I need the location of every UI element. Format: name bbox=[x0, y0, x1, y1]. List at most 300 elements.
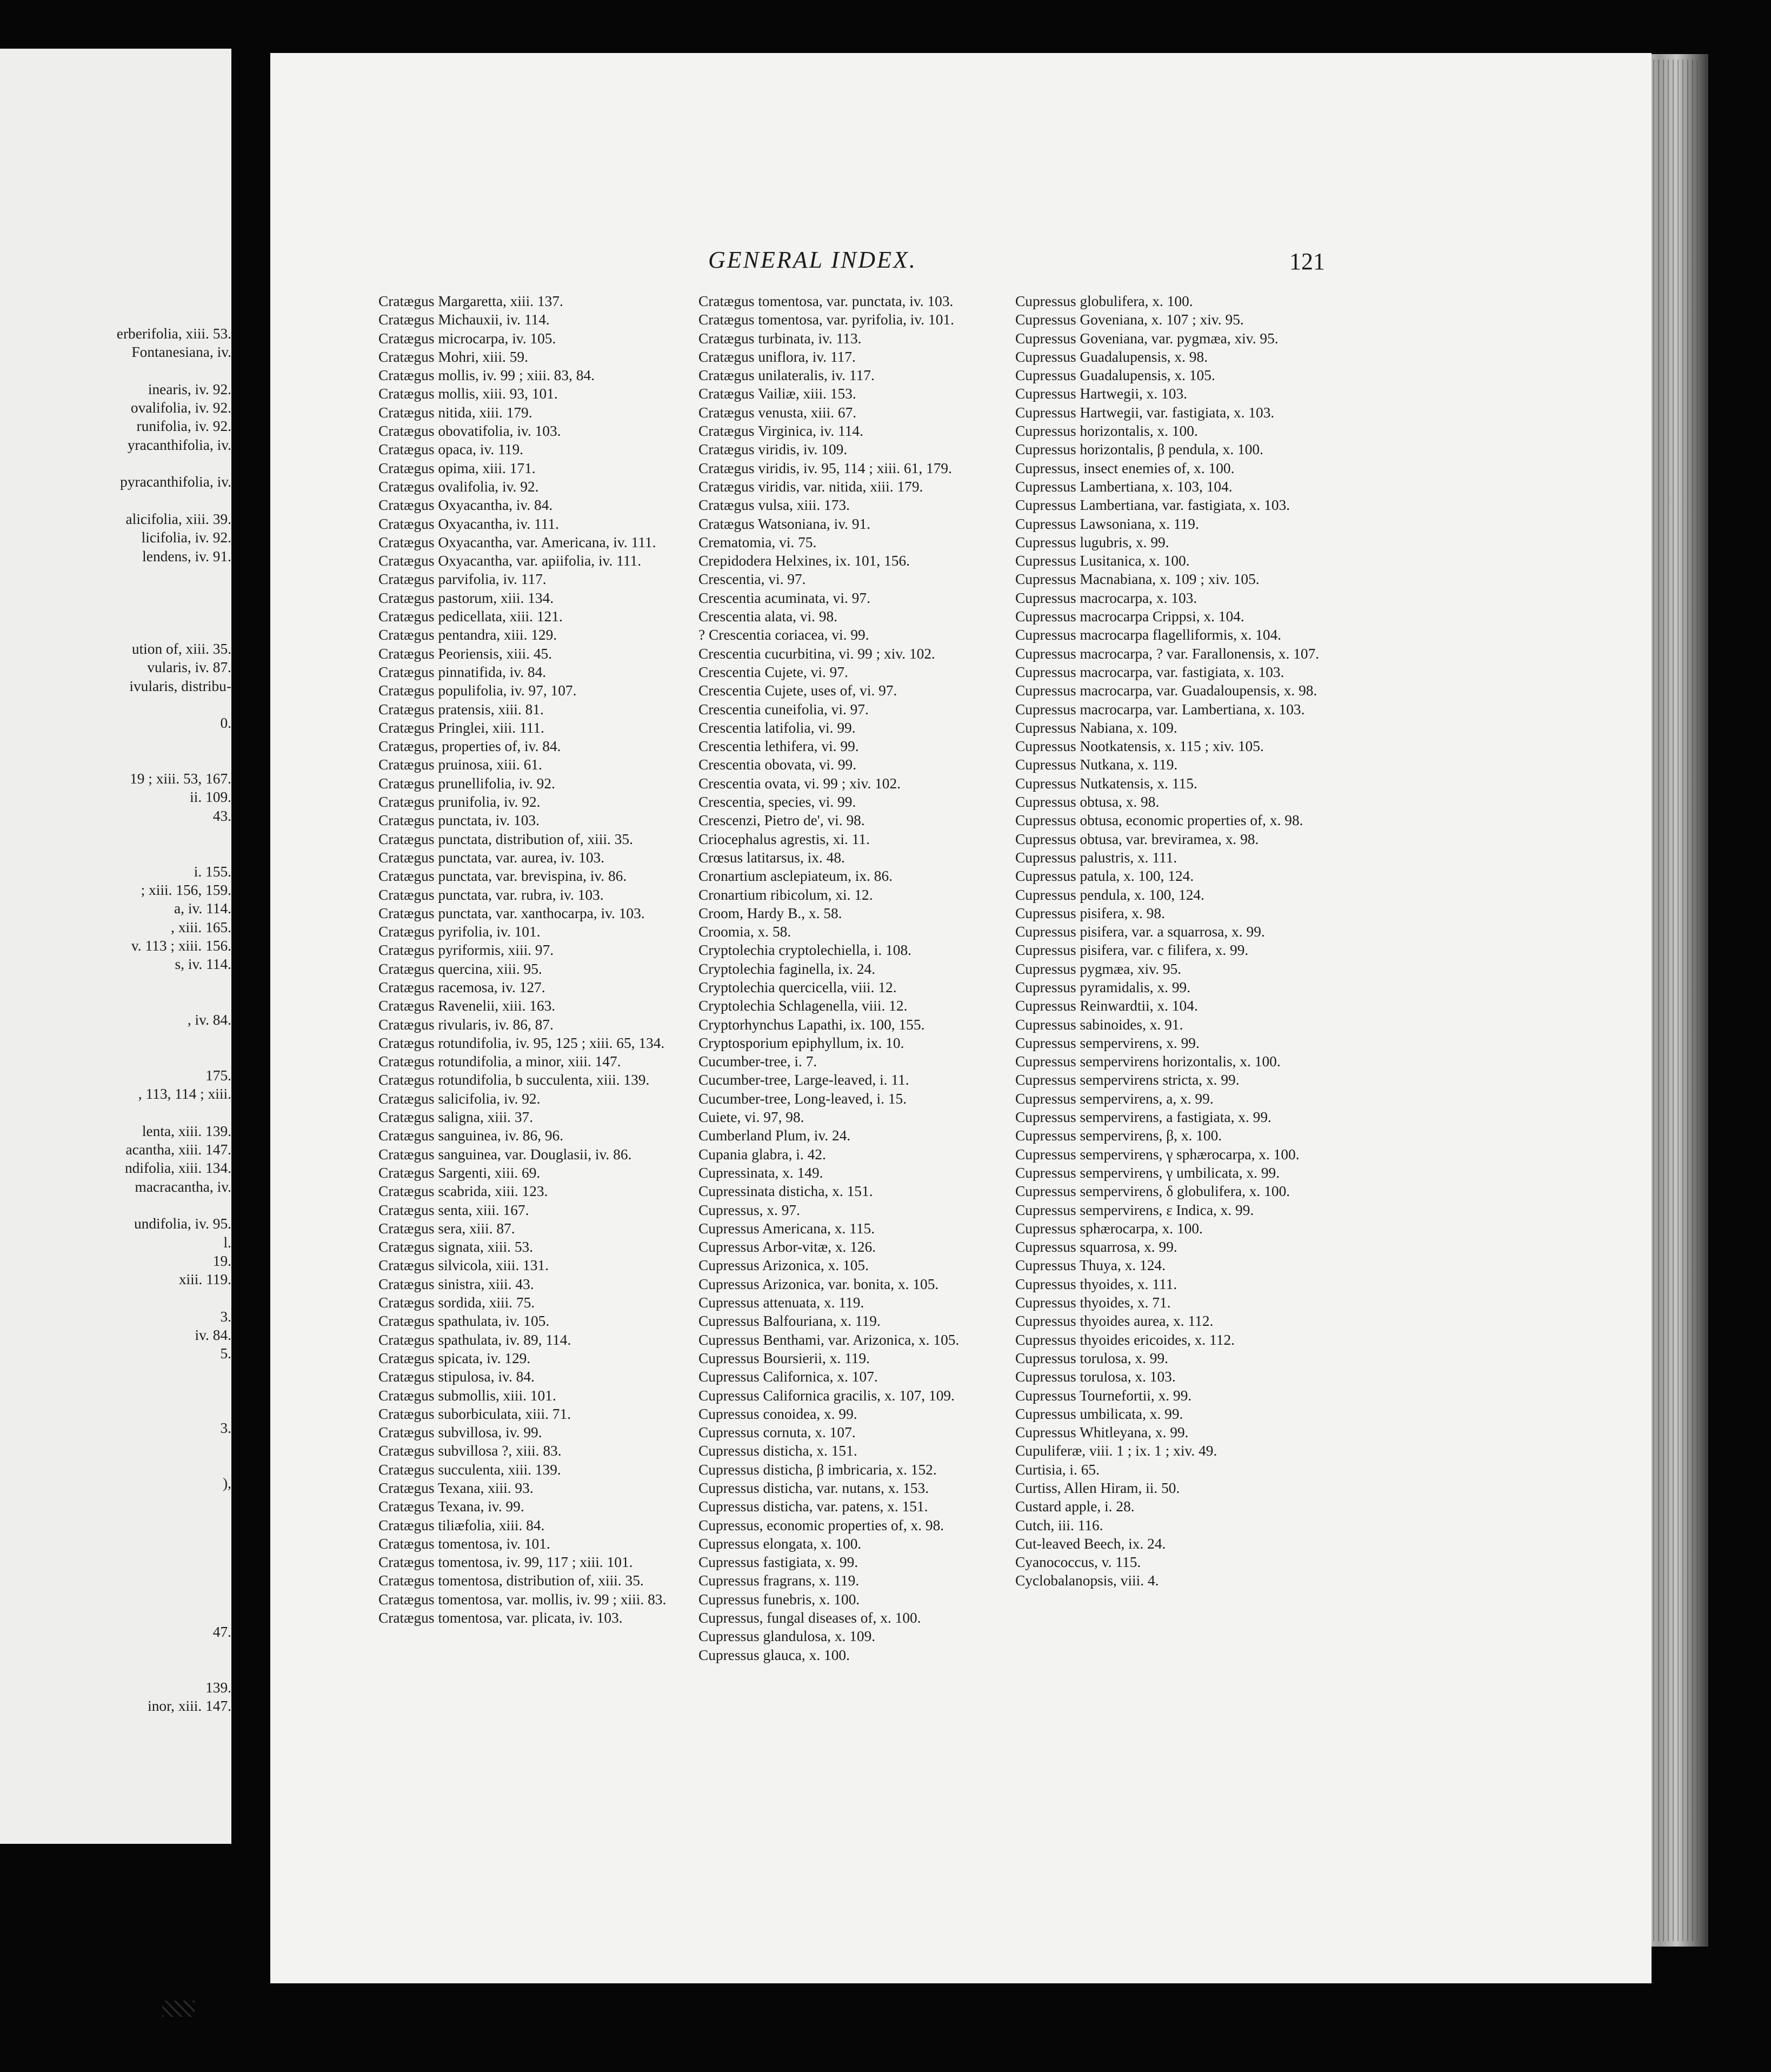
index-entry: Cupressus Guadalupensis, x. 98. bbox=[1015, 348, 1208, 365]
index-entry: Custard apple, i. 28. bbox=[1015, 1498, 1135, 1515]
index-entry: Cratægus sanguinea, iv. 86, 96. bbox=[378, 1127, 564, 1144]
index-entry: Cupressus Californica gracilis, x. 107, 109. bbox=[698, 1387, 955, 1404]
index-entry: Cratægus subvillosa ?, xiii. 83. bbox=[378, 1443, 562, 1459]
index-entry: Cratægus Mohri, xiii. 59. bbox=[378, 348, 528, 365]
index-entry: Cratægus opaca, iv. 119. bbox=[378, 441, 524, 458]
index-entry: Cratægus tomentosa, iv. 101. bbox=[378, 1535, 550, 1552]
index-entry: Cupressus, economic properties of, x. 98. bbox=[698, 1517, 944, 1533]
index-entry: Cupressus Reinwardtii, x. 104. bbox=[1015, 998, 1198, 1014]
index-entry: Cratægus prunellifolia, iv. 92. bbox=[378, 775, 555, 792]
index-entry: Cupressus Lambertiana, x. 103, 104. bbox=[1015, 478, 1233, 495]
index-entry: Cryptosporium epiphyllum, ix. 10. bbox=[698, 1034, 904, 1051]
index-entry: Cupressus thyoides ericoides, x. 112. bbox=[1015, 1331, 1235, 1348]
index-entry: Crematomia, vi. 75. bbox=[698, 534, 817, 550]
facing-page-entry bbox=[0, 1363, 231, 1382]
index-entry: Cratægus signata, xiii. 53. bbox=[378, 1239, 534, 1256]
index-entry: Cupressus Arizonica, x. 105. bbox=[698, 1257, 869, 1274]
facing-page-entry: ndifolia, xiii. 134. bbox=[124, 1160, 231, 1177]
index-entry: Cupressus sempervirens, ε Indica, x. 99. bbox=[1015, 1201, 1254, 1218]
index-entry: Cupressinata disticha, x. 151. bbox=[698, 1183, 873, 1200]
index-entry: Cratægus opima, xiii. 171. bbox=[378, 460, 536, 476]
index-entry: Cupressus thyoides aurea, x. 112. bbox=[1015, 1313, 1214, 1330]
index-entry: Cryptolechia faginella, ix. 24. bbox=[698, 960, 876, 977]
index-column-3 bbox=[1015, 292, 1340, 1590]
facing-page-entry bbox=[0, 1382, 231, 1400]
facing-page-entry: inearis, iv. 92. bbox=[148, 381, 231, 397]
facing-page-entry bbox=[0, 1029, 231, 1047]
facing-page-entry: lenta, xiii. 139. bbox=[142, 1123, 231, 1139]
index-entry: Cupressus macrocarpa Crippsi, x. 104. bbox=[1015, 608, 1244, 625]
index-entry: Cupressus Thuya, x. 124. bbox=[1015, 1257, 1166, 1274]
index-entry: Cratægus Ravenelii, xiii. 163. bbox=[378, 998, 556, 1014]
facing-page-entry: erberifolia, xiii. 53. bbox=[116, 326, 231, 342]
page-edges bbox=[1643, 59, 1697, 1941]
index-entry: Cupressus torulosa, x. 103. bbox=[1015, 1369, 1176, 1385]
index-entry: Cratægus Texana, xiii. 93. bbox=[378, 1480, 534, 1496]
index-entry: Cupressus umbilicata, x. 99. bbox=[1015, 1405, 1183, 1422]
facing-page-entry: 139. bbox=[205, 1679, 231, 1696]
facing-page-entry: ivularis, distribu- bbox=[129, 678, 231, 694]
facing-page-entry bbox=[0, 602, 231, 621]
index-entry: Cratægus punctata, var. xanthocarpa, iv. 103. bbox=[378, 905, 645, 921]
index-entry: Cratægus punctata, distribution of, xiii. 35. bbox=[378, 831, 633, 847]
facing-page-entry bbox=[0, 992, 231, 1011]
facing-page-entry bbox=[0, 1585, 231, 1604]
film-scratch-marks bbox=[162, 2001, 195, 2017]
index-entry: Cratægus mollis, iv. 99 ; xiii. 83, 84. bbox=[378, 367, 595, 384]
index-entry: Cratægus microcarpa, iv. 105. bbox=[378, 330, 556, 347]
index-entry: Cryptolechia cryptolechiella, i. 108. bbox=[698, 942, 911, 959]
facing-page-entry bbox=[0, 1196, 231, 1214]
facing-page-entry: 3. bbox=[220, 1419, 231, 1436]
index-entry: Cupressus thyoides, x. 71. bbox=[1015, 1294, 1171, 1311]
index-entry: Cratægus populifolia, iv. 97, 107. bbox=[378, 682, 577, 699]
facing-page-entry: 47. bbox=[212, 1623, 231, 1640]
index-entry: Croomia, x. 58. bbox=[698, 924, 791, 940]
facing-page-entry: v. 113 ; xiii. 156. bbox=[131, 937, 231, 954]
index-entry: Cratægus rotundifolia, iv. 95, 125 ; xiii. 65, 134. bbox=[378, 1034, 665, 1051]
facing-page-entry: ; xiii. 156, 159. bbox=[141, 881, 231, 898]
index-entry: Cratægus pyrifolia, iv. 101. bbox=[378, 924, 541, 940]
facing-page-entry bbox=[0, 825, 231, 844]
facing-page-entry: ovalifolia, iv. 92. bbox=[130, 400, 231, 416]
index-entry: Cupressus Nabiana, x. 109. bbox=[1015, 719, 1177, 736]
index-entry: Cratægus punctata, var. aurea, iv. 103. bbox=[378, 849, 605, 866]
facing-page-entry bbox=[0, 1493, 231, 1511]
index-entry: Crescentia ovata, vi. 99 ; xiv. 102. bbox=[698, 775, 901, 792]
facing-page-entry: runifolia, iv. 92. bbox=[136, 418, 231, 435]
index-entry: Criocephalus agrestis, xi. 11. bbox=[698, 831, 870, 847]
index-entry: Cratægus viridis, iv. 95, 114 ; xiii. 61, 179. bbox=[698, 460, 952, 476]
index-entry: Cupressus sempervirens horizontalis, x. 100. bbox=[1015, 1053, 1281, 1070]
index-entry: Cupressus sempervirens stricta, x. 99. bbox=[1015, 1072, 1240, 1088]
index-entry: Cupressus sempervirens, δ globulifera, x. 100. bbox=[1015, 1183, 1290, 1200]
index-entry: Cupressus, x. 97. bbox=[698, 1201, 800, 1218]
index-entry: Cupressus Lawsoniana, x. 119. bbox=[1015, 515, 1199, 532]
index-entry: Cratægus silvicola, xiii. 131. bbox=[378, 1257, 549, 1274]
index-entry: Cut-leaved Beech, ix. 24. bbox=[1015, 1535, 1166, 1552]
index-entry: Cratægus uniflora, iv. 117. bbox=[698, 348, 856, 365]
index-entry: Cupressus Hartwegii, x. 103. bbox=[1015, 386, 1188, 402]
facing-page-entry bbox=[0, 1549, 231, 1567]
index-entry: Crescentia obovata, vi. 99. bbox=[698, 756, 857, 773]
index-entry: Cupressus Nutkatensis, x. 115. bbox=[1015, 775, 1197, 792]
facing-page-entry bbox=[0, 1567, 231, 1585]
index-entry: Cupressus obtusa, var. breviramea, x. 98. bbox=[1015, 831, 1259, 847]
index-entry: Cupressus macrocarpa, x. 103. bbox=[1015, 589, 1197, 606]
index-entry: Cupressus conoidea, x. 99. bbox=[698, 1405, 857, 1422]
facing-page-entry bbox=[0, 454, 231, 473]
index-entry: Cratægus Sargenti, xiii. 69. bbox=[378, 1164, 541, 1181]
index-entry: Cratægus unilateralis, iv. 117. bbox=[698, 367, 875, 384]
index-entry: Cratægus saligna, xiii. 37. bbox=[378, 1109, 534, 1126]
index-entry: Cratægus sordida, xiii. 75. bbox=[378, 1294, 535, 1311]
index-entry: Cratægus nitida, xiii. 179. bbox=[378, 404, 532, 421]
index-entry: Cratægus pedicellata, xiii. 121. bbox=[378, 608, 563, 625]
index-entry: Cupressus globulifera, x. 100. bbox=[1015, 293, 1193, 309]
index-entry: Cratægus punctata, var. rubra, iv. 103. bbox=[378, 886, 604, 903]
running-head: GENERAL INDEX. bbox=[708, 247, 917, 273]
index-entry: Cratægus turbinata, iv. 113. bbox=[698, 330, 862, 347]
facing-page-entry bbox=[0, 1289, 231, 1307]
index-entry: Crescentia latifolia, vi. 99. bbox=[698, 719, 856, 736]
index-entry: Cutch, iii. 116. bbox=[1015, 1517, 1103, 1533]
facing-page-entry: acantha, xiii. 147. bbox=[125, 1141, 231, 1158]
index-entry: Cupressus cornuta, x. 107. bbox=[698, 1424, 856, 1441]
index-entry: ? Crescentia coriacea, vi. 99. bbox=[698, 627, 869, 643]
index-entry: Cupressus torulosa, x. 99. bbox=[1015, 1350, 1169, 1366]
index-entry: Cupressus Tournefortii, x. 99. bbox=[1015, 1387, 1192, 1404]
facing-page-entry bbox=[0, 584, 231, 602]
facing-page-entry: 43. bbox=[212, 807, 231, 824]
index-entry: Cupressus attenuata, x. 119. bbox=[698, 1294, 864, 1311]
facing-page-entry: , xiii. 165. bbox=[171, 919, 231, 935]
facing-page-entry: , iv. 84. bbox=[187, 1011, 231, 1028]
facing-page-entry: i. 155. bbox=[194, 863, 231, 880]
index-entry: Cupressus Arbor-vitæ, x. 126. bbox=[698, 1239, 876, 1256]
facing-page-entry: 175. bbox=[205, 1067, 231, 1084]
index-entry: Cronartium asclepiateum, ix. 86. bbox=[698, 868, 893, 885]
index-entry: Cupressinata, x. 149. bbox=[698, 1164, 823, 1181]
index-entry: Cratægus rotundifolia, b succulenta, xiii. 139. bbox=[378, 1072, 650, 1088]
index-entry: Cratægus Texana, iv. 99. bbox=[378, 1498, 524, 1515]
index-entry: Cupressus pisifera, x. 98. bbox=[1015, 905, 1165, 921]
index-entry: Cratægus tomentosa, var. plicata, iv. 103. bbox=[378, 1610, 623, 1626]
index-entry: Cratægus rivularis, iv. 86, 87. bbox=[378, 1016, 554, 1033]
index-entry: Cratægus salicifolia, iv. 92. bbox=[378, 1090, 541, 1107]
index-entry: Crescentia, vi. 97. bbox=[698, 571, 806, 588]
index-entry: Cupressus Boursierii, x. 119. bbox=[698, 1350, 870, 1366]
index-entry: Croom, Hardy B., x. 58. bbox=[698, 905, 842, 921]
index-entry: Cronartium ribicolum, xi. 12. bbox=[698, 886, 873, 903]
facing-page-entry bbox=[0, 1530, 231, 1548]
index-column-1 bbox=[378, 292, 703, 1627]
facing-page-index-column bbox=[0, 324, 231, 1715]
index-entry: Cupressus Hartwegii, var. fastigiata, x. 103. bbox=[1015, 404, 1275, 421]
index-entry: Cratægus stipulosa, iv. 84. bbox=[378, 1369, 535, 1385]
index-entry: Crescentia cucurbitina, vi. 99 ; xiv. 102. bbox=[698, 645, 935, 662]
index-entry: Cratægus Michauxii, iv. 114. bbox=[378, 311, 550, 328]
index-entry: Crescentia alata, vi. 98. bbox=[698, 608, 838, 625]
index-entry: Cupressus fragrans, x. 119. bbox=[698, 1572, 860, 1589]
facing-page-entry: , 113, 114 ; xiii. bbox=[138, 1086, 231, 1103]
index-entry: Cupressus macrocarpa, var. fastigiata, x. 103. bbox=[1015, 663, 1284, 680]
index-entry: Cratægus racemosa, iv. 127. bbox=[378, 979, 545, 995]
index-entry: Cratægus tomentosa, var. pyrifolia, iv. 101. bbox=[698, 311, 954, 328]
index-entry: Cratægus tomentosa, distribution of, xiii. 35. bbox=[378, 1572, 644, 1589]
index-entry: Cratægus Vailiæ, xiii. 153. bbox=[698, 386, 856, 402]
index-entry: Cratægus Virginica, iv. 114. bbox=[698, 423, 863, 440]
index-entry: Cupressus sempervirens, β, x. 100. bbox=[1015, 1127, 1222, 1144]
index-entry: Cratægus subvillosa, iv. 99. bbox=[378, 1424, 542, 1441]
index-entry: Cupressus lugubris, x. 99. bbox=[1015, 534, 1169, 550]
facing-page-entry: ii. 109. bbox=[190, 789, 231, 806]
facing-page-entry: s, iv. 114. bbox=[175, 956, 231, 973]
index-entry: Cratægus tomentosa, var. mollis, iv. 99 ; xiii. 83. bbox=[378, 1591, 667, 1608]
index-entry: Cratægus pruinosa, xiii. 61. bbox=[378, 756, 542, 773]
index-entry: Cupressus Whitleyana, x. 99. bbox=[1015, 1424, 1189, 1441]
index-entry: Cupressus Americana, x. 115. bbox=[698, 1220, 875, 1237]
index-entry: Cratægus spicata, iv. 129. bbox=[378, 1350, 531, 1366]
index-entry: Cratægus obovatifolia, iv. 103. bbox=[378, 423, 561, 440]
index-entry: Crœsus latitarsus, ix. 48. bbox=[698, 849, 845, 866]
facing-page-entry bbox=[0, 1103, 231, 1121]
index-entry: Cucumber-tree, Large-leaved, i. 11. bbox=[698, 1072, 909, 1088]
index-entry: Crepidodera Helxines, ix. 101, 156. bbox=[698, 553, 910, 569]
facing-page-entry: undifolia, iv. 95. bbox=[134, 1216, 231, 1232]
index-entry: Cupressus macrocarpa flagelliformis, x. 104. bbox=[1015, 627, 1282, 643]
facing-page-entry: iv. 84. bbox=[195, 1327, 231, 1344]
index-entry: Cratægus rotundifolia, a minor, xiii. 147. bbox=[378, 1053, 621, 1070]
index-entry: Cratægus prunifolia, iv. 92. bbox=[378, 794, 541, 811]
index-entry: Cucumber-tree, Long-leaved, i. 15. bbox=[698, 1090, 907, 1107]
index-entry: Cratægus quercina, xiii. 95. bbox=[378, 960, 542, 977]
index-entry: Cratægus viridis, iv. 109. bbox=[698, 441, 848, 458]
facing-page-entry bbox=[0, 492, 231, 510]
index-entry: Cratægus sera, xiii. 87. bbox=[378, 1220, 515, 1237]
facing-page-entry bbox=[0, 1604, 231, 1622]
facing-page-entry: licifolia, iv. 92. bbox=[141, 529, 231, 546]
index-entry: Cyclobalanopsis, viii. 4. bbox=[1015, 1572, 1159, 1589]
index-entry: Cupressus elongata, x. 100. bbox=[698, 1535, 862, 1552]
index-entry: Cupressus pyramidalis, x. 99. bbox=[1015, 979, 1191, 995]
index-entry: Cratægus suborbiculata, xiii. 71. bbox=[378, 1405, 571, 1422]
index-entry: Cupressus macrocarpa, ? var. Farallonensis, x. 107. bbox=[1015, 645, 1320, 662]
facing-page-entry: 19 ; xiii. 53, 167. bbox=[130, 771, 231, 787]
index-entry: Crescentia Cujete, vi. 97. bbox=[698, 663, 848, 680]
facing-page-entry: yracanthifolia, iv. bbox=[127, 436, 231, 453]
index-entry: Cratægus punctata, iv. 103. bbox=[378, 812, 540, 829]
index-entry: Crescentia acuminata, vi. 97. bbox=[698, 589, 870, 606]
index-entry: Cupressus fastigiata, x. 99. bbox=[698, 1554, 858, 1571]
index-entry: Cupressus disticha, β imbricaria, x. 152. bbox=[698, 1461, 937, 1478]
facing-page-entry bbox=[0, 1511, 231, 1530]
index-entry: Cupressus sempervirens, x. 99. bbox=[1015, 1034, 1200, 1051]
index-entry: Cupressus thyoides, x. 111. bbox=[1015, 1276, 1177, 1292]
index-entry: Cumberland Plum, iv. 24. bbox=[698, 1127, 851, 1144]
index-entry: Cupania glabra, i. 42. bbox=[698, 1146, 826, 1163]
index-entry: Cupuliferæ, viii. 1 ; ix. 1 ; xiv. 49. bbox=[1015, 1443, 1217, 1459]
index-entry: Cratægus succulenta, xiii. 139. bbox=[378, 1461, 561, 1478]
facing-page-entry: lendens, iv. 91. bbox=[142, 548, 231, 565]
facing-page-entry bbox=[0, 1641, 231, 1659]
index-entry: Cratægus Margaretta, xiii. 137. bbox=[378, 293, 563, 309]
index-entry: Cupressus squarrosa, x. 99. bbox=[1015, 1239, 1177, 1256]
index-entry: Cratægus pastorum, xiii. 134. bbox=[378, 589, 554, 606]
facing-page-entry bbox=[0, 1456, 231, 1474]
index-entry: Cratægus pyriformis, xiii. 97. bbox=[378, 942, 554, 959]
facing-page-entry: ), bbox=[223, 1475, 231, 1492]
facing-page-entry: pyracanthifolia, iv. bbox=[120, 474, 231, 490]
index-entry: Cratægus scabrida, xiii. 123. bbox=[378, 1183, 548, 1200]
index-entry: Cratægus viridis, var. nitida, xiii. 179. bbox=[698, 478, 923, 495]
index-entry: Cratægus sinistra, xiii. 43. bbox=[378, 1276, 534, 1292]
facing-page-entry: 5. bbox=[220, 1345, 231, 1362]
index-entry: Cratægus Pringlei, xiii. 111. bbox=[378, 719, 544, 736]
index-entry: Cryptolechia quercicella, viii. 12. bbox=[698, 979, 897, 995]
facing-page-entry: l. bbox=[223, 1234, 231, 1251]
index-entry: Cupressus Guadalupensis, x. 105. bbox=[1015, 367, 1215, 384]
facing-page-fragment bbox=[0, 49, 231, 1844]
index-entry: Cratægus Oxyacantha, iv. 111. bbox=[378, 515, 559, 532]
index-entry: Cupressus, insect enemies of, x. 100. bbox=[1015, 460, 1235, 476]
index-entry: Cratægus tomentosa, iv. 99, 117 ; xiii. 101. bbox=[378, 1554, 633, 1571]
index-entry: Cratægus submollis, xiii. 101. bbox=[378, 1387, 556, 1404]
facing-page-entry bbox=[0, 566, 231, 584]
facing-page-entry bbox=[0, 973, 231, 992]
index-entry: Cyanococcus, v. 115. bbox=[1015, 1554, 1141, 1571]
index-entry: Cratægus pinnatifida, iv. 84. bbox=[378, 663, 547, 680]
index-entry: Cratægus mollis, xiii. 93, 101. bbox=[378, 386, 558, 402]
facing-page-entry bbox=[0, 695, 231, 714]
index-entry: Cupressus sempervirens, a, x. 99. bbox=[1015, 1090, 1214, 1107]
index-entry: Cupressus Lambertiana, var. fastigiata, x. 103. bbox=[1015, 497, 1290, 514]
facing-page-entry: ution of, xiii. 35. bbox=[131, 641, 231, 658]
index-entry: Cratægus Oxyacantha, var. Americana, iv. 111. bbox=[378, 534, 656, 550]
index-entry: Cupressus Nutkana, x. 119. bbox=[1015, 756, 1178, 773]
facing-page-entry: vularis, iv. 87. bbox=[147, 659, 231, 676]
facing-page-entry: a, iv. 114. bbox=[174, 900, 231, 917]
index-entry: Cratægus pentandra, xiii. 129. bbox=[378, 627, 557, 643]
index-entry: Cucumber-tree, i. 7. bbox=[698, 1053, 817, 1070]
index-entry: Cupressus Californica, x. 107. bbox=[698, 1369, 878, 1385]
index-entry: Cratægus tomentosa, var. punctata, iv. 103. bbox=[698, 293, 954, 309]
index-entry: Cupressus pisifera, var. a squarrosa, x. 99. bbox=[1015, 924, 1265, 940]
index-entry: Cratægus ovalifolia, iv. 92. bbox=[378, 478, 539, 495]
index-column-2 bbox=[698, 292, 1023, 1664]
index-entry: Cratægus Peoriensis, xiii. 45. bbox=[378, 645, 552, 662]
index-entry: Cupressus Goveniana, x. 107 ; xiv. 95. bbox=[1015, 311, 1244, 328]
index-entry: Cratægus senta, xiii. 167. bbox=[378, 1201, 529, 1218]
index-entry: Cupressus Goveniana, var. pygmæa, xiv. 95. bbox=[1015, 330, 1279, 347]
index-entry: Cupressus macrocarpa, var. Lambertiana, x. 103. bbox=[1015, 701, 1305, 718]
index-entry: Cupressus sempervirens, γ sphærocarpa, x. 100. bbox=[1015, 1146, 1300, 1163]
index-entry: Cupressus, fungal diseases of, x. 100. bbox=[698, 1610, 921, 1626]
index-entry: Cupressus sabinoides, x. 91. bbox=[1015, 1016, 1183, 1033]
index-entry: Cupressus Lusitanica, x. 100. bbox=[1015, 553, 1190, 569]
index-entry: Cupressus glauca, x. 100. bbox=[698, 1646, 850, 1663]
index-entry: Cupressus obtusa, economic properties of, x. 98. bbox=[1015, 812, 1303, 829]
index-entry: Cupressus horizontalis, x. 100. bbox=[1015, 423, 1198, 440]
index-entry: Cratægus Oxyacantha, var. apiifolia, iv. 111. bbox=[378, 553, 642, 569]
index-entry: Cratægus Watsoniana, iv. 91. bbox=[698, 515, 871, 532]
index-entry: Cratægus vulsa, xiii. 173. bbox=[698, 497, 850, 514]
index-entry: Cupressus disticha, var. patens, x. 151. bbox=[698, 1498, 928, 1515]
index-entry: Cupressus glandulosa, x. 109. bbox=[698, 1628, 876, 1645]
index-entry: Cupressus disticha, x. 151. bbox=[698, 1443, 857, 1459]
index-entry: Cratægus punctata, var. brevispina, iv. 86. bbox=[378, 868, 627, 885]
facing-page-entry: 3. bbox=[220, 1308, 231, 1325]
index-entry: Cupressus Benthami, var. Arizonica, x. 105. bbox=[698, 1331, 960, 1348]
index-entry: Cupressus sphærocarpa, x. 100. bbox=[1015, 1220, 1203, 1237]
index-entry: Cratægus venusta, xiii. 67. bbox=[698, 404, 857, 421]
index-entry: Cratægus spathulata, iv. 89, 114. bbox=[378, 1331, 571, 1348]
index-entry: Cratægus tiliæfolia, xiii. 84. bbox=[378, 1517, 545, 1533]
facing-page-entry: 19. bbox=[212, 1252, 231, 1269]
facing-page-entry: inor, xiii. 147. bbox=[148, 1697, 231, 1714]
index-entry: Cupressus obtusa, x. 98. bbox=[1015, 794, 1160, 811]
index-entry: Cratægus pratensis, xiii. 81. bbox=[378, 701, 544, 718]
index-entry: Crescentia Cujete, uses of, vi. 97. bbox=[698, 682, 897, 699]
facing-page-entry bbox=[0, 1659, 231, 1678]
index-entry: Crescentia, species, vi. 99. bbox=[698, 794, 856, 811]
index-entry: Crescenzi, Pietro de', vi. 98. bbox=[698, 812, 865, 829]
facing-page-entry: macracantha, iv. bbox=[135, 1178, 231, 1195]
index-entry: Cupressus macrocarpa, var. Guadaloupensis, x. 98. bbox=[1015, 682, 1317, 699]
index-entry: Cupressus funebris, x. 100. bbox=[698, 1591, 860, 1608]
facing-page-entry bbox=[0, 1048, 231, 1066]
index-entry: Cupressus Arizonica, var. bonita, x. 105. bbox=[698, 1276, 939, 1292]
index-entry: Cratægus spathulata, iv. 105. bbox=[378, 1313, 550, 1330]
index-entry: Curtiss, Allen Hiram, ii. 50. bbox=[1015, 1480, 1180, 1496]
index-entry: Cupressus pendula, x. 100, 124. bbox=[1015, 886, 1204, 903]
facing-page-entry: Fontanesiana, iv. bbox=[131, 344, 231, 361]
index-entry: Cupressus disticha, var. nutans, x. 153. bbox=[698, 1480, 929, 1496]
index-entry: Cupressus horizontalis, β pendula, x. 100. bbox=[1015, 441, 1263, 458]
index-entry: Crescentia lethifera, vi. 99. bbox=[698, 738, 859, 755]
facing-page-entry bbox=[0, 1400, 231, 1418]
index-entry: Cupressus patula, x. 100, 124. bbox=[1015, 868, 1194, 885]
facing-page-entry bbox=[0, 1437, 231, 1456]
facing-page-entry bbox=[0, 733, 231, 751]
index-entry: Cratægus, properties of, iv. 84. bbox=[378, 738, 561, 755]
index-entry: Cupressus sempervirens, a fastigiata, x. 99. bbox=[1015, 1109, 1271, 1126]
facing-page-entry: alicifolia, xiii. 39. bbox=[125, 510, 231, 527]
index-entry: Cupressus Balfouriana, x. 119. bbox=[698, 1313, 881, 1330]
index-entry: Cupressus Nootkatensis, x. 115 ; xiv. 105. bbox=[1015, 738, 1264, 755]
index-entry: Cupressus pisifera, var. c filifera, x. 99. bbox=[1015, 942, 1249, 959]
index-entry: Cupressus pygmæa, xiv. 95. bbox=[1015, 960, 1182, 977]
facing-page-entry bbox=[0, 362, 231, 380]
index-entry: Cratægus sanguinea, var. Douglasii, iv. 86. bbox=[378, 1146, 632, 1163]
index-entry: Cratægus Oxyacantha, iv. 84. bbox=[378, 497, 553, 514]
facing-page-entry bbox=[0, 621, 231, 640]
index-entry: Cupressus Macnabiana, x. 109 ; xiv. 105. bbox=[1015, 571, 1260, 588]
index-entry: Cupressus sempervirens, γ umbilicata, x. 99. bbox=[1015, 1164, 1280, 1181]
facing-page-entry: 0. bbox=[220, 715, 231, 732]
facing-page-entry bbox=[0, 844, 231, 862]
page-number: 121 bbox=[1289, 248, 1325, 275]
index-entry: Cryptolechia Schlagenella, viii. 12. bbox=[698, 998, 908, 1014]
index-entry: Cuiete, vi. 97, 98. bbox=[698, 1109, 804, 1126]
index-entry: Cratægus parvifolia, iv. 117. bbox=[378, 571, 547, 588]
index-entry: Cryptorhynchus Lapathi, ix. 100, 155. bbox=[698, 1016, 925, 1033]
facing-page-entry bbox=[0, 751, 231, 769]
index-entry: Crescentia cuneifolia, vi. 97. bbox=[698, 701, 869, 718]
index-entry: Curtisia, i. 65. bbox=[1015, 1461, 1100, 1478]
facing-page-entry: xiii. 119. bbox=[178, 1271, 231, 1288]
index-entry: Cupressus palustris, x. 111. bbox=[1015, 849, 1177, 866]
